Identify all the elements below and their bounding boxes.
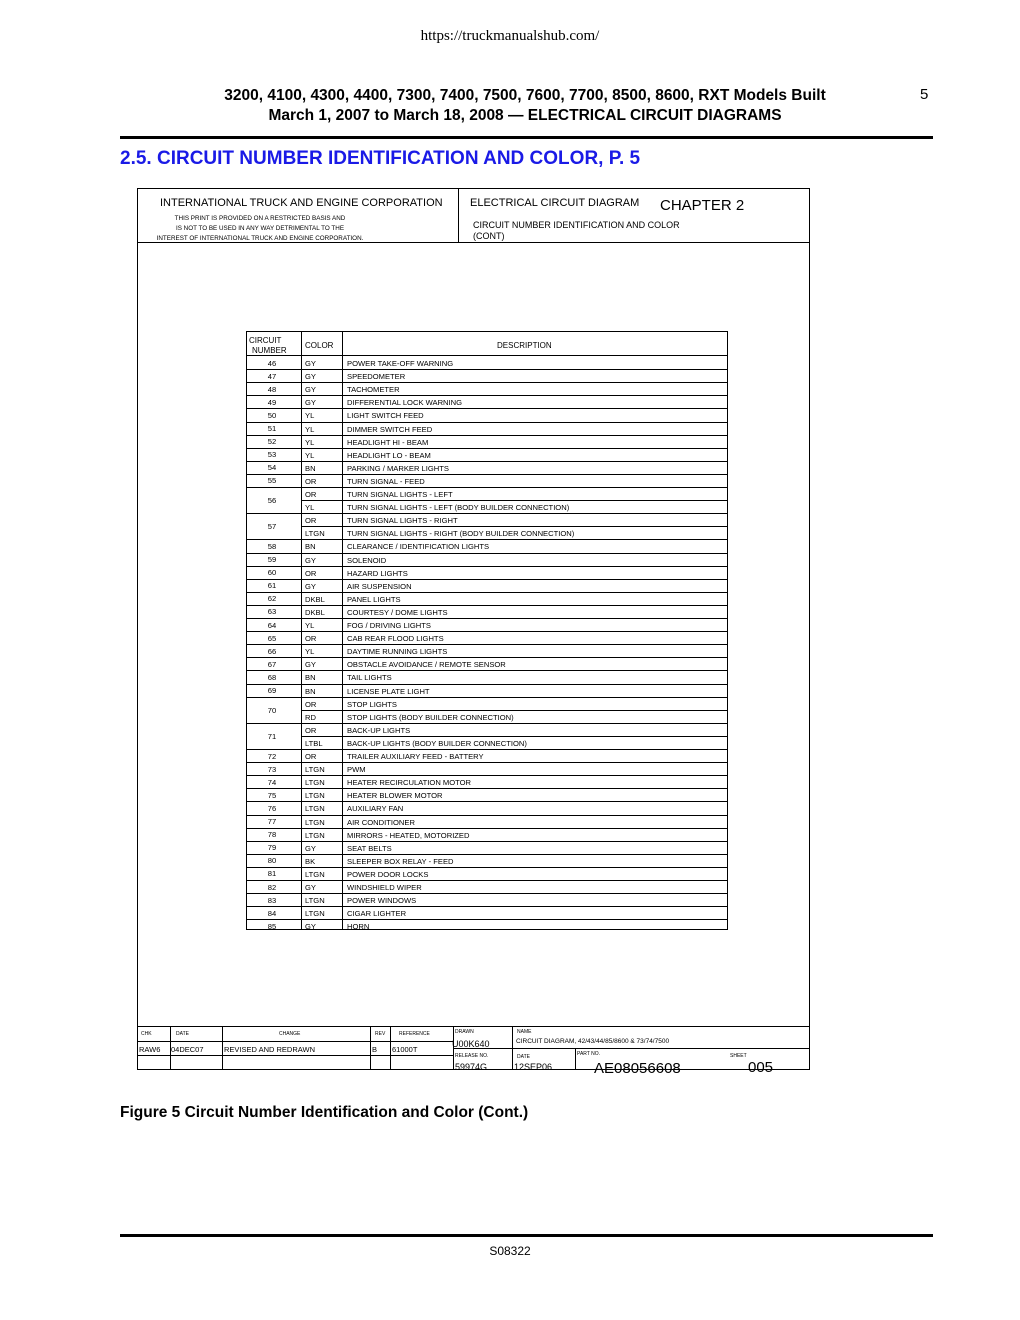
circuit-number: 56 <box>267 496 277 506</box>
corporation-name: INTERNATIONAL TRUCK AND ENGINE CORPORATION <box>160 197 443 209</box>
wire-color: BN <box>305 542 316 552</box>
wire-color: YL <box>305 503 315 513</box>
wire-color: OR <box>305 516 317 526</box>
circuit-number: 76 <box>267 803 277 813</box>
wire-color: LTGN <box>305 765 325 775</box>
circuit-description: HAZARD LIGHTS <box>347 568 408 578</box>
subtitle-line-1: CIRCUIT NUMBER IDENTIFICATION AND COLOR <box>473 220 680 230</box>
circuit-number: 74 <box>267 777 277 787</box>
circuit-number: 83 <box>267 895 277 905</box>
row-rule <box>246 422 727 423</box>
wire-color: GY <box>305 660 316 670</box>
reference-value: 61000T <box>392 1045 418 1054</box>
wire-color: LTGN <box>305 830 325 840</box>
circuit-description: POWER TAKE-OFF WARNING <box>347 359 454 368</box>
wire-color: GY <box>305 398 316 408</box>
revision-col-divider <box>370 1026 371 1070</box>
drawn-label: DRAWN <box>455 1029 474 1035</box>
circuit-number: 60 <box>267 568 277 578</box>
header-line-2: March 1, 2007 to March 18, 2008 — ELECTRICAL CIRCUIT DIAGRAMS <box>268 107 782 124</box>
revision-col-divider <box>390 1026 391 1070</box>
row-rule <box>246 801 727 802</box>
diagram-label: ELECTRICAL CIRCUIT DIAGRAM <box>470 197 640 209</box>
row-rule <box>246 657 727 658</box>
circuit-description: SLEEPER BOX RELAY - FEED <box>347 856 454 866</box>
wire-color: OR <box>305 490 317 499</box>
circuit-number: 71 <box>267 731 277 741</box>
circuit-description: TACHOMETER <box>347 385 400 395</box>
row-rule <box>246 579 727 580</box>
wire-color: LTGN <box>305 817 325 827</box>
restriction-notice <box>140 214 380 244</box>
circuit-number: 80 <box>267 856 277 866</box>
circuit-description: TAIL LIGHTS <box>347 673 392 683</box>
circuit-number: 72 <box>267 751 277 761</box>
row-rule <box>246 762 727 763</box>
circuit-description: STOP LIGHTS <box>347 699 397 709</box>
circuit-number: 49 <box>267 397 277 407</box>
wire-color: LTGN <box>305 896 325 906</box>
row-rule <box>246 788 727 789</box>
circuit-number: 84 <box>267 908 277 918</box>
wire-color: OR <box>305 725 317 735</box>
circuit-number: 65 <box>267 633 277 643</box>
circuit-description: SOLENOID <box>347 555 387 565</box>
notice-line-1: THIS PRINT IS PROVIDED ON A RESTRICTED BASIS AND <box>174 215 346 222</box>
circuit-number: 63 <box>267 607 277 617</box>
wire-color: LTGN <box>305 778 325 788</box>
wire-color: LTGN <box>305 791 325 801</box>
header-color: COLOR <box>305 341 334 350</box>
wire-color: LTGN <box>305 804 325 814</box>
page-number: 5 <box>920 86 929 103</box>
subtitle-line-2: (CONT) <box>473 231 505 241</box>
circuit-description: SEAT BELTS <box>347 843 392 853</box>
circuit-number: 55 <box>267 476 277 486</box>
row-rule <box>246 474 727 475</box>
circuit-number: 77 <box>267 817 277 827</box>
row-rule <box>246 435 727 436</box>
revision-col-divider <box>222 1026 223 1070</box>
document-id: S08322 <box>489 1244 531 1258</box>
row-rule <box>246 605 727 606</box>
circuit-number: 52 <box>267 437 277 447</box>
row-rule <box>246 906 727 907</box>
circuit-description: TURN SIGNAL LIGHTS - LEFT <box>347 490 453 499</box>
date2-value: 12SEP06 <box>514 1062 553 1072</box>
revision-block-top <box>137 1026 810 1027</box>
circuit-number: 73 <box>267 764 277 774</box>
circuit-number: 54 <box>267 463 277 473</box>
wire-color: YL <box>305 437 315 447</box>
rev-label: REV <box>375 1031 386 1037</box>
circuit-number: 62 <box>267 594 277 604</box>
wire-color: GY <box>305 359 316 368</box>
change-label: CHANGE <box>279 1031 301 1037</box>
circuit-number: 68 <box>267 672 277 682</box>
row-rule <box>246 841 727 842</box>
circuit-number: 47 <box>267 371 277 381</box>
wire-color: BN <box>305 463 316 473</box>
title-col-divider <box>512 1026 513 1070</box>
row-rule <box>246 408 727 409</box>
page-header <box>150 86 900 126</box>
source-url[interactable]: https://truckmanualshub.com/ <box>420 28 600 44</box>
circuit-description: HORN <box>347 922 370 932</box>
circuit-description: WINDSHIELD WIPER <box>347 883 422 892</box>
sub-row-rule <box>301 526 727 527</box>
row-rule <box>246 815 727 816</box>
wire-color: BN <box>305 673 316 683</box>
circuit-description: PARKING / MARKER LIGHTS <box>347 463 449 473</box>
section-title: 2.5. CIRCUIT NUMBER IDENTIFICATION AND COLOR, P. 5 <box>120 148 641 169</box>
row-rule <box>246 553 727 554</box>
name-label: NAME <box>517 1029 532 1035</box>
circuit-description: DIMMER SWITCH FEED <box>347 424 433 434</box>
wire-color: GY <box>305 883 316 892</box>
wire-color: YL <box>305 411 315 421</box>
sheet-label: SHEET <box>730 1053 747 1059</box>
row-rule <box>246 893 727 894</box>
date-label: DATE <box>176 1031 189 1037</box>
circuit-number: 59 <box>267 555 277 565</box>
circuit-description: DIFFERENTIAL LOCK WARNING <box>347 398 463 408</box>
chk-label: CHK <box>141 1031 152 1037</box>
circuit-description: FOG / DRIVING LIGHTS <box>347 621 431 630</box>
row-rule <box>246 684 727 685</box>
wire-color: LTBL <box>305 738 323 748</box>
circuit-description: AIR SUSPENSION <box>347 581 412 591</box>
circuit-description: CLEARANCE / IDENTIFICATION LIGHTS <box>347 542 490 552</box>
wire-color: OR <box>305 634 317 644</box>
circuit-number: 81 <box>267 869 277 879</box>
wire-color: BK <box>305 856 316 866</box>
reference-label: REFERENCE <box>399 1031 430 1037</box>
change-value: REVISED AND REDRAWN <box>224 1045 315 1054</box>
header-number: NUMBER <box>252 346 287 355</box>
row-rule <box>246 618 727 619</box>
circuit-description: COURTESY / DOME LIGHTS <box>347 607 448 617</box>
circuit-description: LICENSE PLATE LIGHT <box>347 686 430 696</box>
circuit-description: HEATER BLOWER MOTOR <box>347 791 443 801</box>
title-row-rule <box>453 1048 810 1049</box>
header-circuit: CIRCUIT <box>249 336 282 345</box>
chk-value: RAW6 <box>139 1045 161 1054</box>
row-rule <box>246 631 727 632</box>
circuit-description: BACK-UP LIGHTS (BODY BUILDER CONNECTION) <box>347 738 527 748</box>
sub-row-rule <box>301 500 727 501</box>
circuit-number: 70 <box>267 705 277 715</box>
wire-color: OR <box>305 699 317 709</box>
circuit-description: TURN SIGNAL - FEED <box>347 476 425 486</box>
circuit-description: TURN SIGNAL LIGHTS - RIGHT (BODY BUILDER CONNECTION) <box>347 529 575 539</box>
wire-color: YL <box>305 424 315 434</box>
circuit-description: AIR CONDITIONER <box>347 817 415 827</box>
wire-color: GY <box>305 385 316 395</box>
circuit-description: LIGHT SWITCH FEED <box>347 411 424 421</box>
revision-row-rule <box>137 1055 453 1056</box>
row-rule <box>246 566 727 567</box>
row-rule <box>246 539 727 540</box>
wire-color: GY <box>305 843 316 853</box>
circuit-number: 50 <box>267 410 277 420</box>
circuit-description: PWM <box>347 765 366 775</box>
wire-color: GY <box>305 555 316 565</box>
figure-caption: Figure 5 Circuit Number Identification and Color (Cont.) <box>120 1104 529 1121</box>
wire-color: LTGN <box>305 869 325 879</box>
row-rule <box>246 697 727 698</box>
circuit-number: 67 <box>267 659 277 669</box>
date2-label: DATE <box>517 1054 530 1060</box>
table-header-rule <box>246 355 727 356</box>
row-rule <box>246 723 727 724</box>
wire-color: DKBL <box>305 607 325 617</box>
circuit-description: CIGAR LIGHTER <box>347 909 407 919</box>
circuit-number: 58 <box>267 541 277 551</box>
chapter-label: CHAPTER 2 <box>660 197 745 214</box>
title-col-divider <box>575 1048 576 1070</box>
release-value: 59974G <box>455 1062 488 1072</box>
circuit-number: 53 <box>267 450 277 460</box>
revision-header-rule <box>137 1041 453 1042</box>
header-rule <box>120 136 933 139</box>
footer-rule <box>120 1234 933 1237</box>
circuit-number: 79 <box>267 843 277 853</box>
wire-color: LTGN <box>305 529 325 539</box>
circuit-description: HEADLIGHT HI - BEAM <box>347 437 429 447</box>
wire-color: YL <box>305 647 315 657</box>
rev-value: B <box>372 1045 378 1054</box>
circuit-description: DAYTIME RUNNING LIGHTS <box>347 647 448 657</box>
wire-color: GY <box>305 581 316 591</box>
wire-color: RD <box>305 712 316 722</box>
circuit-number: 66 <box>267 646 277 656</box>
row-rule <box>246 854 727 855</box>
wire-color: BN <box>305 686 316 696</box>
circuit-description: PANEL LIGHTS <box>347 594 401 604</box>
wire-color: GY <box>305 922 316 932</box>
row-rule <box>246 382 727 383</box>
circuit-description: OBSTACLE AVOIDANCE / REMOTE SENSOR <box>347 660 506 670</box>
circuit-description: BACK-UP LIGHTS <box>347 725 411 735</box>
header-line-1: 3200, 4100, 4300, 4400, 7300, 7400, 7500, 7600, 7700, 8500, 8600, RXT Models Built <box>224 87 826 104</box>
notice-line-3: INTEREST OF INTERNATIONAL TRUCK AND ENGINE CORPORATION. <box>156 235 364 242</box>
row-rule <box>246 919 727 920</box>
release-label: RELEASE NO. <box>455 1053 489 1059</box>
wire-color: LTGN <box>305 909 325 919</box>
circuit-number: 64 <box>267 620 277 630</box>
circuit-description: HEATER RECIRCULATION MOTOR <box>347 778 472 788</box>
name-value: CIRCUIT DIAGRAM, 42/43/44/85/8600 & 73/74/7500 <box>516 1038 670 1045</box>
circuit-number: 46 <box>267 358 277 368</box>
circuit-description: POWER WINDOWS <box>347 896 417 906</box>
row-rule <box>246 369 727 370</box>
row-rule <box>246 880 727 881</box>
circuit-description: SPEEDOMETER <box>347 372 406 382</box>
wire-color: OR <box>305 568 317 578</box>
part-number: AE08056608 <box>594 1060 681 1077</box>
circuit-description: HEADLIGHT LO - BEAM <box>347 450 431 460</box>
circuit-description: STOP LIGHTS (BODY BUILDER CONNECTION) <box>347 712 514 722</box>
row-rule <box>246 749 727 750</box>
circuit-description: POWER DOOR LOCKS <box>347 869 429 879</box>
circuit-number: 82 <box>267 882 277 892</box>
row-rule <box>246 828 727 829</box>
circuit-description: AUXILIARY FAN <box>347 804 404 814</box>
row-rule <box>246 395 727 396</box>
notice-line-2: IS NOT TO BE USED IN ANY WAY DETRIMENTAL TO THE <box>175 225 345 232</box>
circuit-number: 78 <box>267 830 277 840</box>
circuit-number: 85 <box>267 921 277 931</box>
wire-color: DKBL <box>305 594 325 604</box>
diagram-subtitle <box>473 220 680 242</box>
circuit-number: 75 <box>267 790 277 800</box>
circuit-description: TRAILER AUXILIARY FEED - BATTERY <box>347 752 484 761</box>
date-value: 04DEC07 <box>171 1045 204 1054</box>
circuit-number: 61 <box>267 581 277 591</box>
sub-row-rule <box>301 736 727 737</box>
circuit-number: 51 <box>267 424 277 434</box>
wire-color: YL <box>305 621 315 630</box>
circuit-description: MIRRORS - HEATED, MOTORIZED <box>347 830 470 840</box>
circuit-number: 48 <box>267 384 277 394</box>
circuit-description: CAB REAR FLOOD LIGHTS <box>347 634 444 644</box>
wire-color: OR <box>305 476 317 486</box>
row-rule <box>246 448 727 449</box>
row-rule <box>246 513 727 514</box>
row-rule <box>246 775 727 776</box>
wire-color: OR <box>305 752 317 761</box>
circuit-description: TURN SIGNAL LIGHTS - RIGHT <box>347 516 458 526</box>
circuit-description: TURN SIGNAL LIGHTS - LEFT (BODY BUILDER CONNECTION) <box>347 503 570 513</box>
header-description: DESCRIPTION <box>497 341 552 350</box>
row-rule <box>246 592 727 593</box>
title-block-divider <box>458 188 459 243</box>
circuit-number: 69 <box>267 686 277 696</box>
row-rule <box>246 487 727 488</box>
wire-color: GY <box>305 372 316 382</box>
sheet-number: 005 <box>748 1059 774 1076</box>
wire-color: YL <box>305 450 315 460</box>
row-rule <box>246 867 727 868</box>
circuit-number: 57 <box>267 522 277 532</box>
row-rule <box>246 644 727 645</box>
sub-row-rule <box>301 710 727 711</box>
row-rule <box>246 670 727 671</box>
drawn-value: U00K640 <box>452 1039 490 1049</box>
row-rule <box>246 461 727 462</box>
part-label: PART NO. <box>577 1051 601 1057</box>
